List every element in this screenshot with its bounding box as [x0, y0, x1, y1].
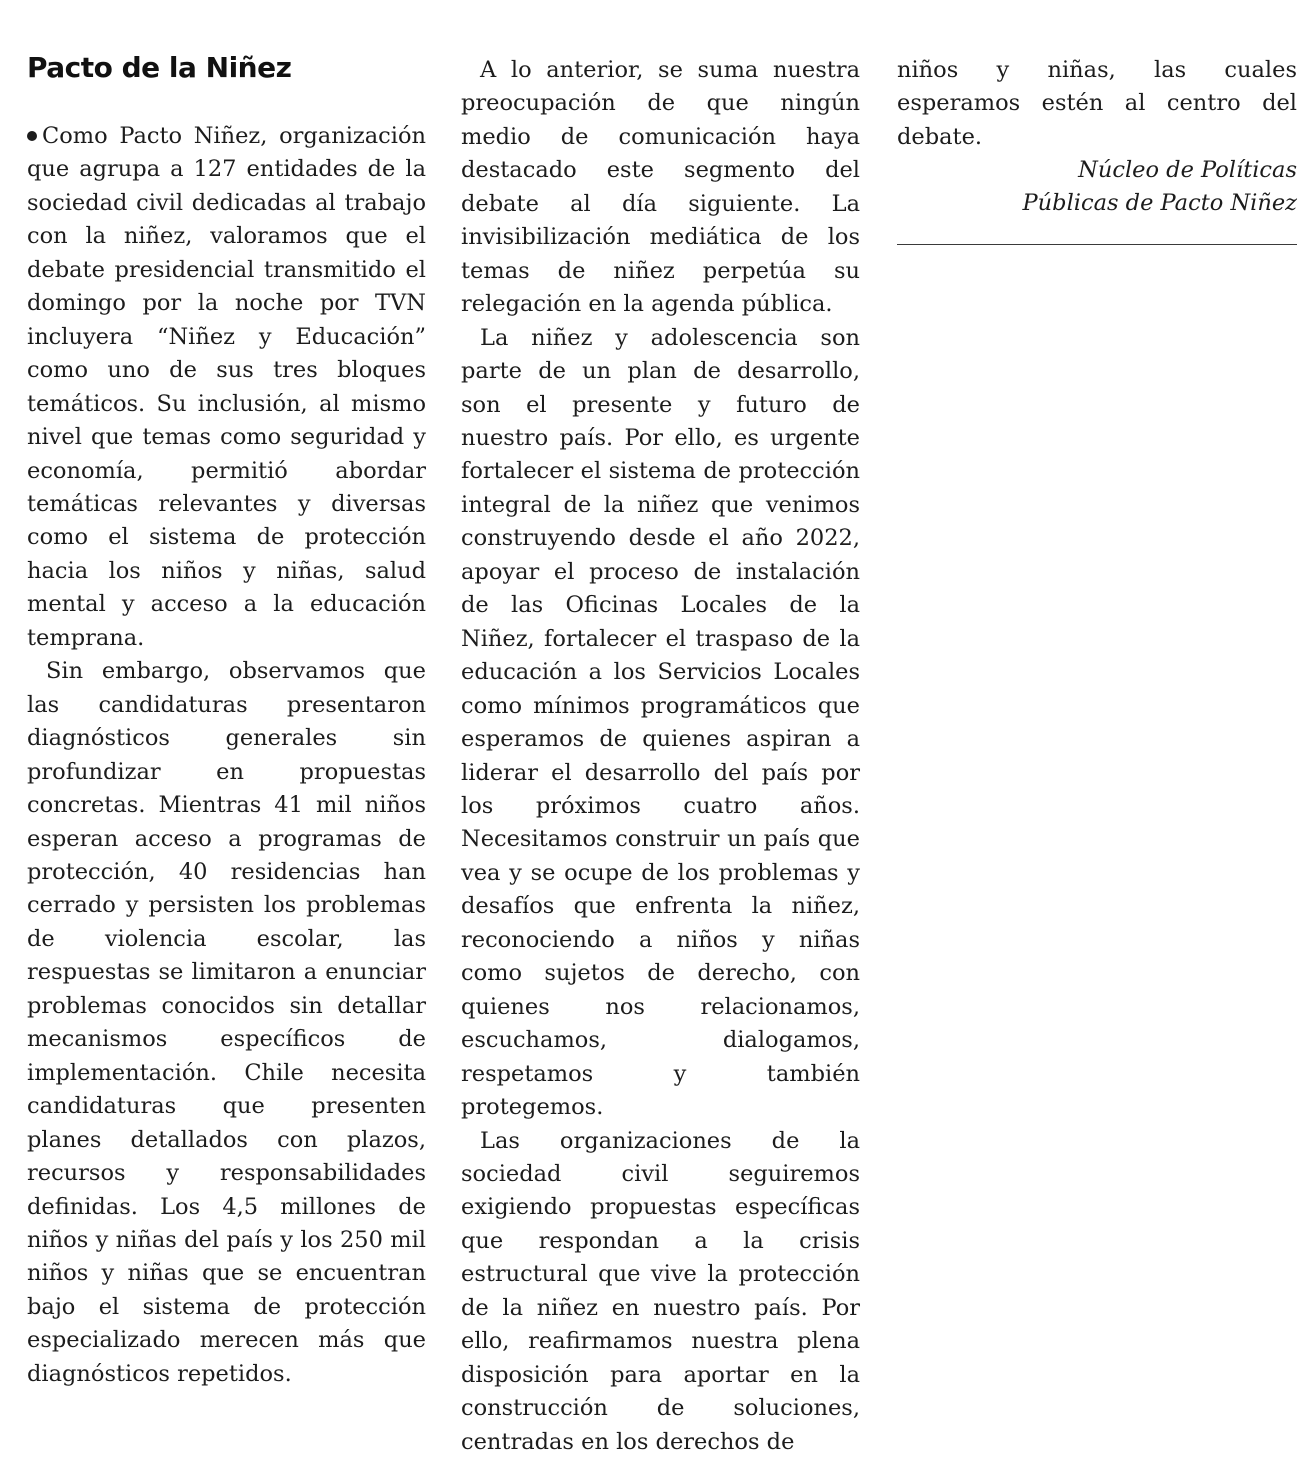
paragraph-text: Como Pacto Niñez, organización que agrupa a 127 entidades de la sociedad civil dedicadas al trabajo con la niñez, valoramos que el debate presidencial transmitido el domingo por la noche por TVN incluyera “Niñez y Educación” como uno de sus tres bloques temáticos. Su inclusión, al mismo nivel que temas como seguridad y economía, permitió abordar temáticas relevantes y diversas como el sistema de protección hacia los niños y niñas, salud mental y acceso a la educación temprana. — [27, 123, 426, 651]
column-2 — [461, 54, 860, 1459]
divider-rule — [897, 244, 1297, 245]
bullet-icon — [27, 131, 37, 141]
paragraph: niños y niñas, las cuales esperamos estén al centro del debate. — [897, 54, 1297, 154]
paragraph: Sin embargo, observamos que las candidaturas presentaron diagnósticos generales sin profundizar en propuestas concretas. Mientras 41 mil niños esperan acceso a programas de protección, 40 residencias han cerrado y persisten los problemas de violencia escolar, las respuestas se limitaron a enunciar problemas conocidos sin detallar mecanismos específicos de implementación. Chile necesita candidaturas que presenten planes detallados con plazos, recursos y responsabilidades definidas. Los 4,5 millones de niños y niñas del país y los 250 mil niños y niñas que se encuentran bajo el sistema de protección especializado merecen más que diagnósticos repetidos. — [27, 655, 426, 1391]
letter-title: Pacto de la Niñez — [27, 50, 291, 86]
column-3 — [897, 54, 1297, 154]
signature — [897, 154, 1297, 221]
paragraph: La niñez y adolescencia son parte de un plan de desarrollo, son el presente y futuro de nuestro país. Por ello, es urgente fortalecer el sistema de protección integral de la niñez que venimos construyendo desde el año 2022, apoyar el proceso de instalación de las Oficinas Locales de la Niñez, fortalecer el traspaso de la educación a los Servicios Locales como mínimos programáticos que esperamos de quienes aspiran a liderar el desarrollo del país por los próximos cuatro años. Necesitamos construir un país que vea y se ocupe de los problemas y desafíos que enfrenta la niñez, reconociendo a niños y niñas como sujetos de derecho, con quienes nos relacionamos, escuchamos, dialogamos, respetamos y también protegemos. — [461, 322, 860, 1125]
column-1 — [27, 120, 426, 1391]
paragraph — [27, 120, 426, 655]
signature-line-2: Públicas de Pacto Niñez — [897, 187, 1297, 220]
paragraph: Las organizaciones de la sociedad civil seguiremos exigiendo propuestas específicas que respondan a la crisis estructural que vive la protección de la niñez en nuestro país. Por ello, reafirmamos nuestra plena disposición para aportar en la construcción de soluciones, centradas en los derechos de — [461, 1125, 860, 1459]
paragraph: A lo anterior, se suma nuestra preocupación de que ningún medio de comunicación haya destacado este segmento del debate al día siguiente. La invisibilización mediática de los temas de niñez perpetúa su relegación en la agenda pública. — [461, 54, 860, 322]
signature-line-1: Núcleo de Políticas — [897, 154, 1297, 187]
